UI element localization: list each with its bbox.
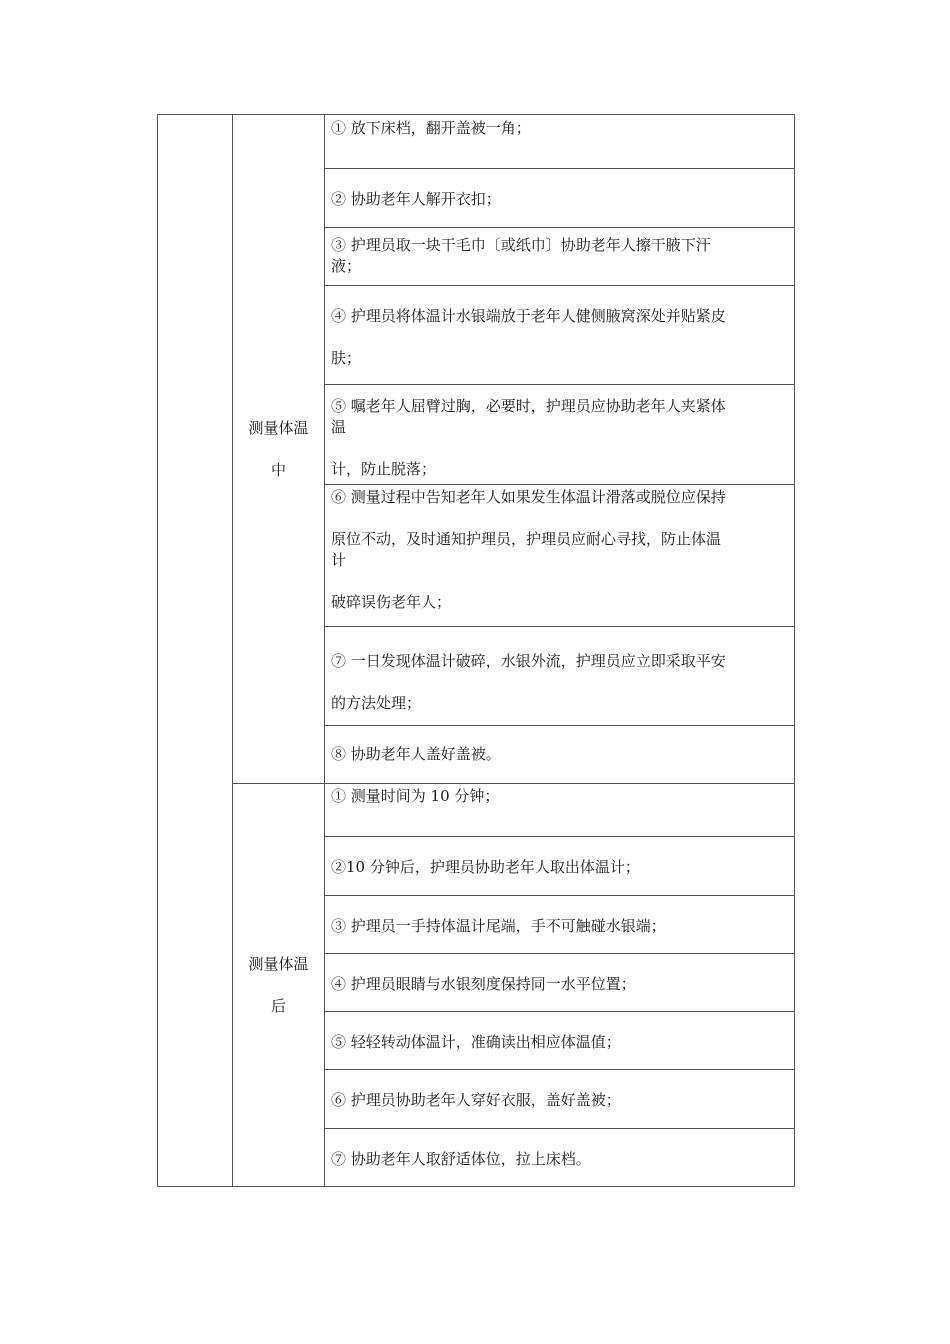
procedure-table	[157, 114, 795, 1187]
table-row	[158, 115, 795, 169]
category-cell	[158, 115, 233, 1187]
step-text: ⑥ 测量过程中告知老年人如果发生体温计滑落或脱位应保持 原位不动，及时通知护理员，护理员应耐心寻找，防止体温 计 破碎误伤老年人；	[331, 488, 726, 611]
phase-cell-during	[233, 115, 325, 784]
step-cell	[325, 115, 795, 169]
phase-cell-after	[233, 784, 325, 1187]
step-cell	[325, 228, 795, 286]
step-text: ⑤ 轻轻转动体温计，准确读出相应体温值；	[331, 1033, 621, 1051]
step-text: ⑦ 协助老年人取舒适体位，拉上床档。	[331, 1150, 591, 1168]
step-cell	[325, 385, 795, 485]
step-text: ⑦ 一日发现体温计破碎，水银外流，护理员应立即采取平安 的方法处理；	[331, 652, 726, 712]
step-cell	[325, 784, 795, 837]
step-text: ⑤ 嘱老年人屈臂过胸，必要时，护理员应协助老年人夹紧体 温 计，防止脱落；	[331, 397, 726, 478]
step-cell	[325, 837, 795, 896]
step-text: ① 放下床档，翻开盖被一角；	[331, 119, 531, 137]
step-cell	[325, 896, 795, 954]
step-text: ② 协助老年人解开衣扣；	[331, 190, 501, 208]
step-text: ⑥ 护理员协助老年人穿好衣服，盖好盖被；	[331, 1091, 621, 1109]
step-cell	[325, 627, 795, 726]
step-text: ④ 护理员将体温计水银端放于老年人健侧腋窝深处并贴紧皮 肤；	[331, 307, 726, 367]
step-text: ① 测量时间为 10 分钟；	[331, 787, 500, 805]
step-cell	[325, 169, 795, 228]
phase-label: 测量体温	[248, 955, 309, 973]
step-cell	[325, 485, 795, 627]
step-cell	[325, 954, 795, 1012]
phase-label-suffix: 中	[270, 461, 286, 479]
step-text: ④ 护理员眼睛与水银刻度保持同一水平位置；	[331, 975, 636, 993]
step-text: ②10 分钟后，护理员协助老年人取出体温计；	[331, 858, 640, 876]
step-text: ③ 护理员一手持体温计尾端，手不可触碰水银端；	[331, 917, 666, 935]
phase-label: 测量体温	[248, 419, 309, 437]
step-cell	[325, 1070, 795, 1129]
phase-label-suffix: 后	[270, 997, 286, 1015]
step-cell	[325, 1012, 795, 1070]
step-cell	[325, 1129, 795, 1187]
step-cell	[325, 286, 795, 385]
step-cell	[325, 726, 795, 784]
step-text: ③ 护理员取一块干毛巾〔或纸巾〕协助老年人擦干腋下汗 液；	[331, 236, 711, 275]
step-text: ⑧ 协助老年人盖好盖被。	[331, 745, 501, 763]
table-row	[158, 784, 795, 837]
